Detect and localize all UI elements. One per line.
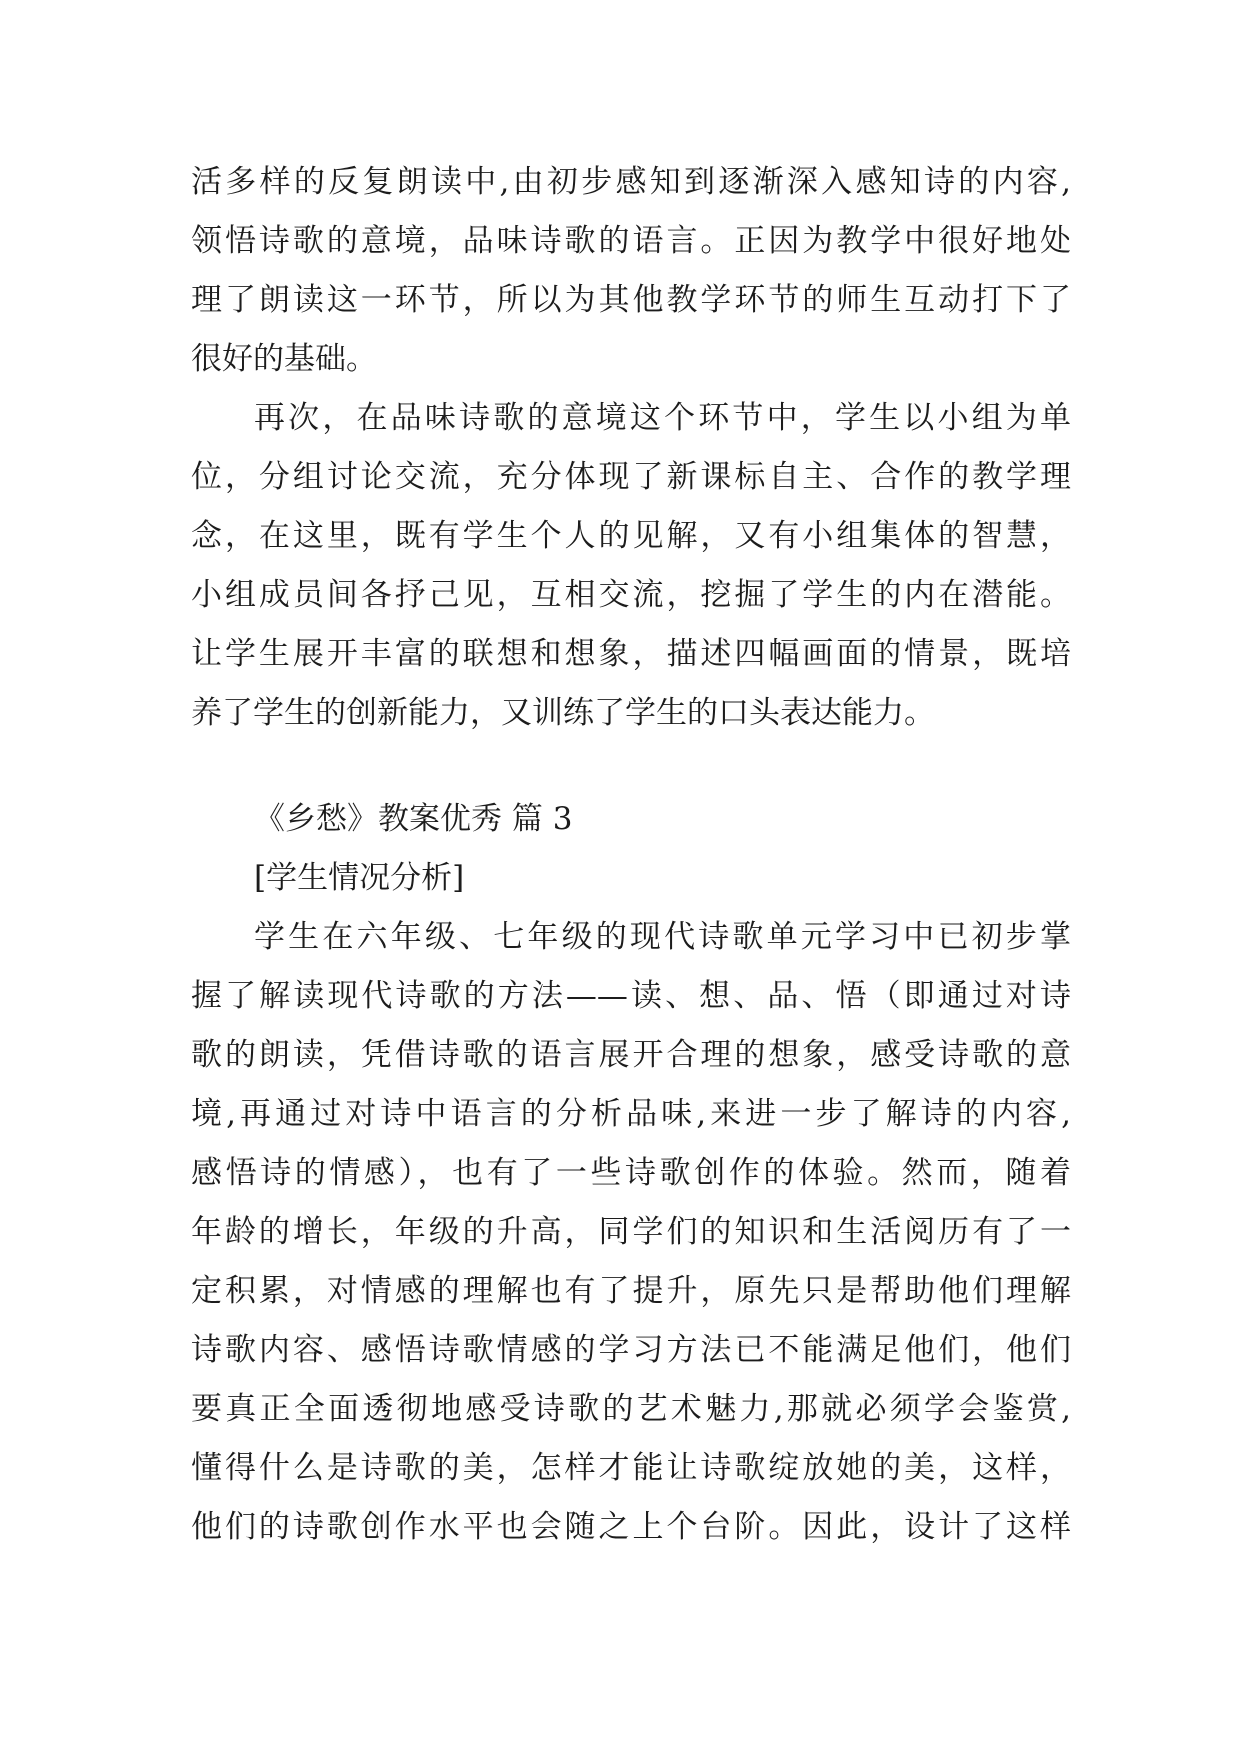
paragraph-line: 领悟诗歌的意境，品味诗歌的语言。正因为教学中很好地处 [191,223,1071,259]
paragraph-line: 让学生展开丰富的联想和想象，描述四幅画面的情景，既培 [191,636,1071,672]
paragraph-line: 再次，在品味诗歌的意境这个环节中，学生以小组为单 [254,400,1071,436]
paragraph-line: 要真正全面透彻地感受诗歌的艺术魅力,那就必须学会鉴赏, [191,1391,1071,1427]
paragraph-line: 位，分组讨论交流，充分体现了新课标自主、合作的教学理 [191,459,1071,495]
paragraph-line: 理了朗读这一环节，所以为其他教学环节的师生互动打下了 [191,282,1071,318]
paragraph-line: 歌的朗读，凭借诗歌的语言展开合理的想象，感受诗歌的意 [191,1037,1071,1073]
paragraph-line: 学生在六年级、七年级的现代诗歌单元学习中已初步掌 [254,919,1071,955]
paragraph-line: 诗歌内容、感悟诗歌情感的学习方法已不能满足他们，他们 [191,1332,1071,1368]
subsection-title: [学生情况分析] [254,860,465,896]
paragraph-line: 年龄的增长，年级的升高，同学们的知识和生活阅历有了一 [191,1214,1071,1250]
paragraph-line: 感悟诗的情感），也有了一些诗歌创作的体验。然而，随着 [191,1155,1071,1191]
paragraph-line: 握了解读现代诗歌的方法——读、想、品、悟（即通过对诗 [191,978,1071,1014]
paragraph-line: 小组成员间各抒己见，互相交流，挖掘了学生的内在潜能。 [191,577,1071,613]
paragraph-line: 活多样的反复朗读中,由初步感知到逐渐深入感知诗的内容, [191,164,1071,200]
paragraph-line: 养了学生的创新能力，又训练了学生的口头表达能力。 [191,695,935,731]
paragraph-line: 境,再通过对诗中语言的分析品味,来进一步了解诗的内容, [191,1096,1071,1132]
paragraph-line: 他们的诗歌创作水平也会随之上个台阶。因此，设计了这样 [191,1509,1071,1545]
section-title: 《乡愁》教案优秀 篇 3 [254,801,573,837]
paragraph-line: 定积累，对情感的理解也有了提升，原先只是帮助他们理解 [191,1273,1071,1309]
paragraph-line: 很好的基础。 [191,341,377,377]
paragraph-line: 懂得什么是诗歌的美，怎样才能让诗歌绽放她的美，这样， [191,1450,1071,1486]
paragraph-line: 念，在这里，既有学生个人的见解，又有小组集体的智慧， [191,518,1071,554]
